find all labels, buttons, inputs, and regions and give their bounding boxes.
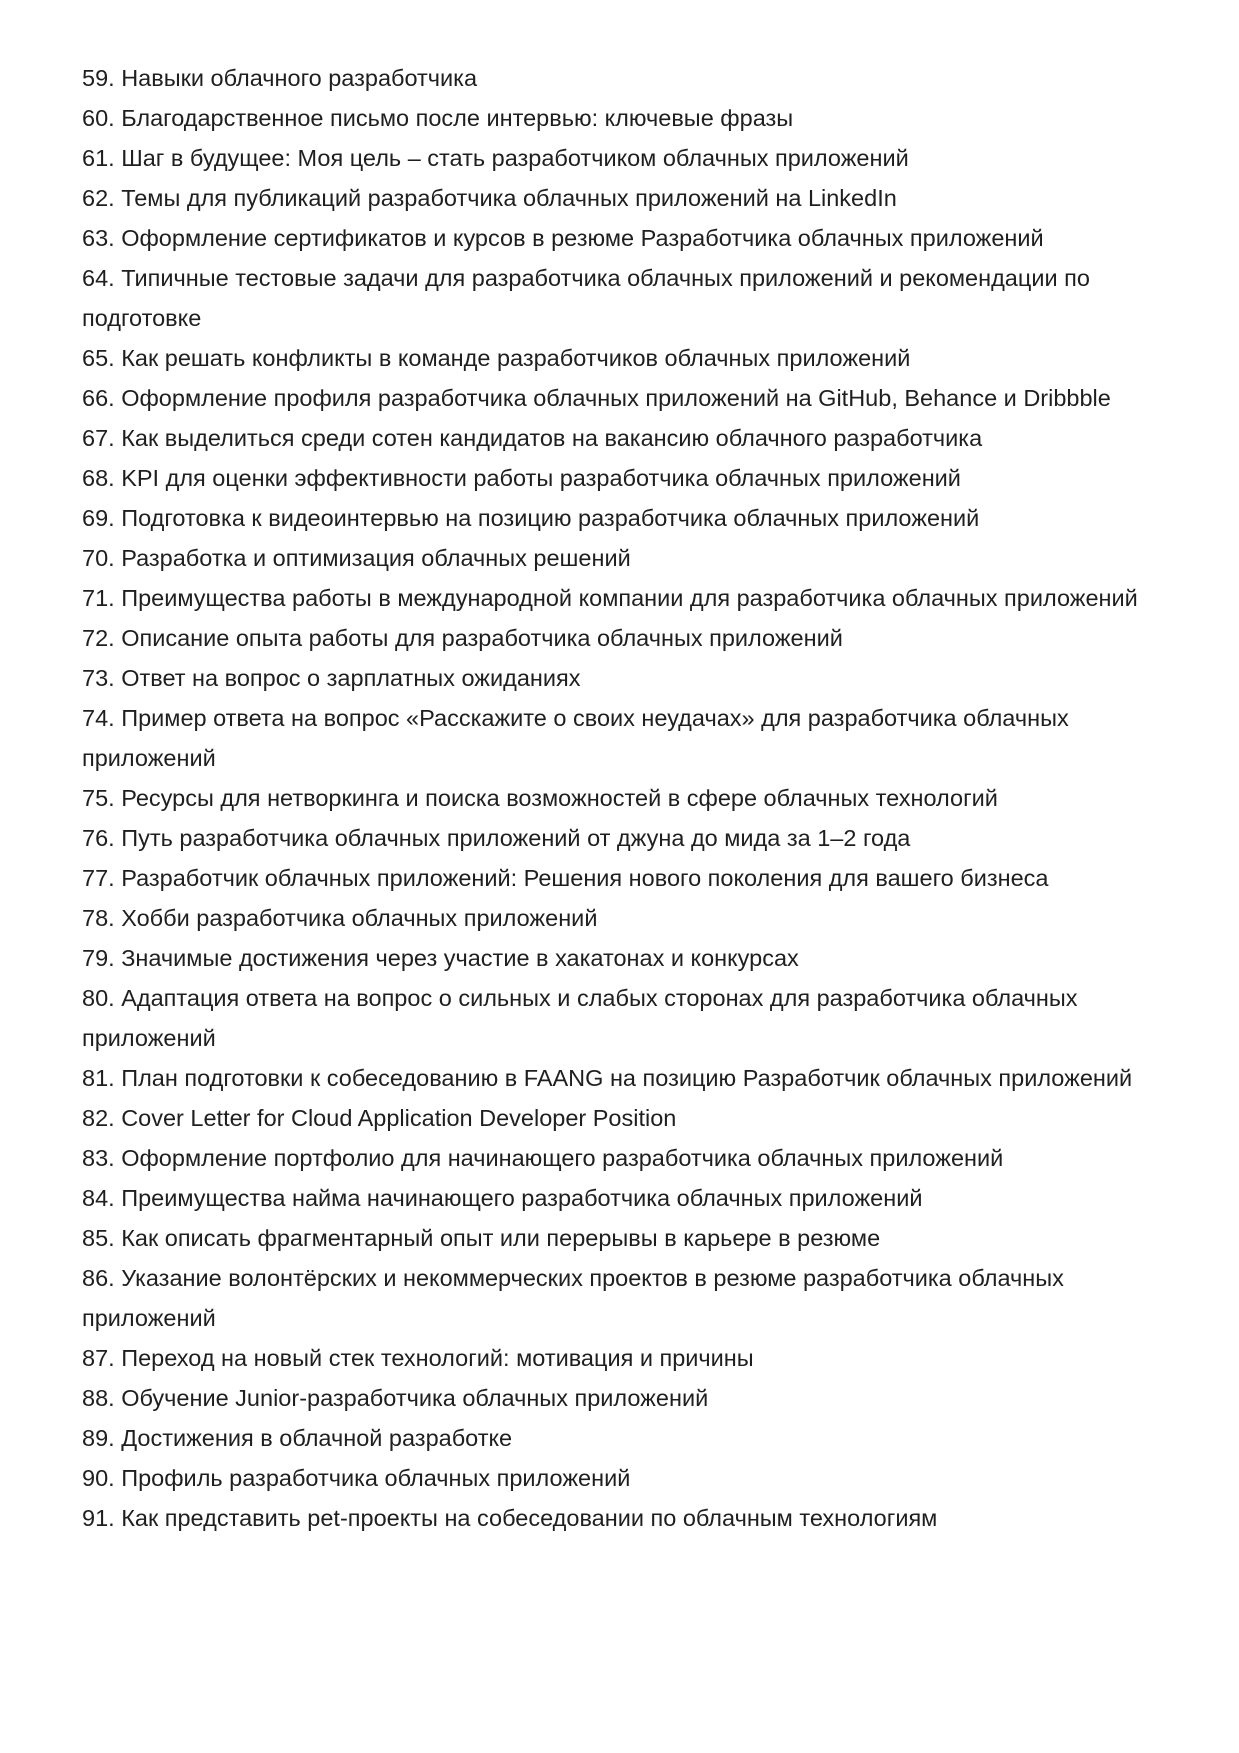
list-item: 63. Оформление сертификатов и курсов в резюме Разработчика облачных приложений (82, 225, 1044, 251)
list-item: 59. Навыки облачного разработчика (82, 65, 478, 91)
list-item: 76. Путь разработчика облачных приложений от джуна до мида за 1–2 года (82, 825, 911, 851)
list-item: 74. Пример ответа на вопрос «Расскажите о своих неудачах» для разработчика облачных приложений (82, 705, 1069, 771)
list-item: 65. Как решать конфликты в команде разработчиков облачных приложений (82, 345, 911, 371)
list-item: 64. Типичные тестовые задачи для разработчика облачных приложений и рекомендации по подготовке (82, 265, 1090, 331)
list-item: 70. Разработка и оптимизация облачных решений (82, 545, 631, 571)
list-item: 90. Профиль разработчика облачных приложений (82, 1465, 631, 1491)
list-item: 61. Шаг в будущее: Моя цель – стать разработчиком облачных приложений (82, 145, 909, 171)
list-item: 69. Подготовка к видеоинтервью на позицию разработчика облачных приложений (82, 505, 980, 531)
list-item: 67. Как выделиться среди сотен кандидатов на вакансию облачного разработчика (82, 425, 983, 451)
list-item: 71. Преимущества работы в международной компании для разработчика облачных приложений (82, 585, 1138, 611)
list-item: 80. Адаптация ответа на вопрос о сильных и слабых сторонах для разработчика облачных приложений (82, 985, 1078, 1051)
list-item: 83. Оформление портфолио для начинающего разработчика облачных приложений (82, 1145, 1004, 1171)
list-item: 60. Благодарственное письмо после интервью: ключевые фразы (82, 105, 794, 131)
list-item: 82. Cover Letter for Cloud Application Developer Position (82, 1105, 677, 1131)
list-item: 72. Описание опыта работы для разработчика облачных приложений (82, 625, 843, 651)
list-item: 87. Переход на новый стек технологий: мотивация и причины (82, 1345, 754, 1371)
list-item: 89. Достижения в облачной разработке (82, 1425, 513, 1451)
list-item: 86. Указание волонтёрских и некоммерческих проектов в резюме разработчика облачных приложений (82, 1265, 1064, 1331)
list-item: 91. Как представить pet-проекты на собеседовании по облачным технологиям (82, 1505, 938, 1531)
list-item: 68. KPI для оценки эффективности работы разработчика облачных приложений (82, 465, 961, 491)
list-item: 62. Темы для публикаций разработчика облачных приложений на LinkedIn (82, 185, 897, 211)
topic-list (82, 58, 1172, 1538)
list-item: 79. Значимые достижения через участие в хакатонах и конкурсах (82, 945, 799, 971)
list-item: 85. Как описать фрагментарный опыт или перерывы в карьере в резюме (82, 1225, 881, 1251)
list-item: 84. Преимущества найма начинающего разработчика облачных приложений (82, 1185, 923, 1211)
list-item: 66. Оформление профиля разработчика облачных приложений на GitHub, Behance и Dribbble (82, 385, 1111, 411)
list-item: 88. Обучение Junior-разработчика облачных приложений (82, 1385, 709, 1411)
list-item: 73. Ответ на вопрос о зарплатных ожиданиях (82, 665, 581, 691)
list-item: 78. Хобби разработчика облачных приложений (82, 905, 598, 931)
list-item: 75. Ресурсы для нетворкинга и поиска возможностей в сфере облачных технологий (82, 785, 998, 811)
list-item: 77. Разработчик облачных приложений: Решения нового поколения для вашего бизнеса (82, 865, 1049, 891)
list-item: 81. План подготовки к собеседованию в FAANG на позицию Разработчик облачных приложений (82, 1065, 1133, 1091)
